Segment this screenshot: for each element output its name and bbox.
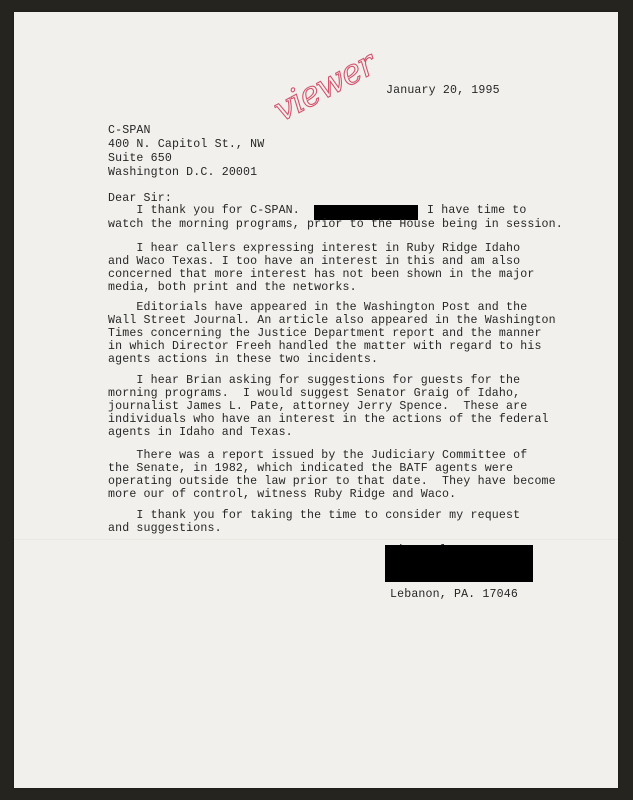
paragraph-2-line-2: and Waco Texas. I too have an interest in this and am also xyxy=(108,255,521,268)
paragraph-4-line-2: morning programs. I would suggest Senator Graig of Idaho, xyxy=(108,387,521,400)
handwritten-note xyxy=(266,30,396,130)
recipient-name: C-SPAN xyxy=(108,124,151,137)
paragraph-1-line-1-end: I have time to xyxy=(427,204,527,217)
paragraph-3-line-3: Times concerning the Justice Department report and the manner xyxy=(108,327,542,340)
paragraph-5-line-3: operating outside the law prior to that date. They have become xyxy=(108,475,556,488)
salutation: Dear Sir: xyxy=(108,192,172,205)
paragraph-3-line-5: agents actions in these two incidents. xyxy=(108,353,379,366)
paragraph-4-line-1: I hear Brian asking for suggestions for guests for the xyxy=(108,374,521,387)
paragraph-6-line-2: and suggestions. xyxy=(108,522,222,535)
paragraph-2-line-3: concerned that more interest has not been shown in the major xyxy=(108,268,535,281)
paragraph-4-line-5: agents in Idaho and Texas. xyxy=(108,426,293,439)
paragraph-3-line-4: in which Director Freeh handled the matter with regard to his xyxy=(108,340,542,353)
recipient-city: Washington D.C. 20001 xyxy=(108,166,258,179)
paper-fold-line xyxy=(14,539,618,541)
recipient-suite: Suite 650 xyxy=(108,152,172,165)
handwritten-note-text: viewer xyxy=(266,43,383,130)
signature-redaction xyxy=(385,545,533,582)
recipient-street: 400 N. Capitol St., NW xyxy=(108,138,265,151)
paragraph-3-line-2: Wall Street Journal. An article also appeared in the Washington xyxy=(108,314,556,327)
paragraph-4-line-3: journalist James L. Pate, attorney Jerry Spence. These are xyxy=(108,400,528,413)
paragraph-3-line-1: Editorials have appeared in the Washington Post and the xyxy=(108,301,528,314)
paragraph-5-line-2: the Senate, in 1982, which indicated the BATF agents were xyxy=(108,462,514,475)
paragraph-4-line-4: individuals who have an interest in the actions of the federal xyxy=(108,413,549,426)
paragraph-6-line-1: I thank you for taking the time to consider my request xyxy=(108,509,521,522)
paragraph-1-line-2: watch the morning programs, prior to the House being in session. xyxy=(108,218,563,231)
letter-date: January 20, 1995 xyxy=(386,84,500,97)
paragraph-5-line-1: There was a report issued by the Judiciary Committee of xyxy=(108,449,528,462)
paragraph-1-line-1: I thank you for C-SPAN. xyxy=(108,204,300,217)
paragraph-2-line-1: I hear callers expressing interest in Ruby Ridge Idaho xyxy=(108,242,521,255)
sender-location: Lebanon, PA. 17046 xyxy=(390,588,518,601)
paragraph-2-line-4: media, both print and the networks. xyxy=(108,281,357,294)
letter-page xyxy=(14,12,618,788)
paragraph-5-line-4: more our of control, witness Ruby Ridge and Waco. xyxy=(108,488,457,501)
